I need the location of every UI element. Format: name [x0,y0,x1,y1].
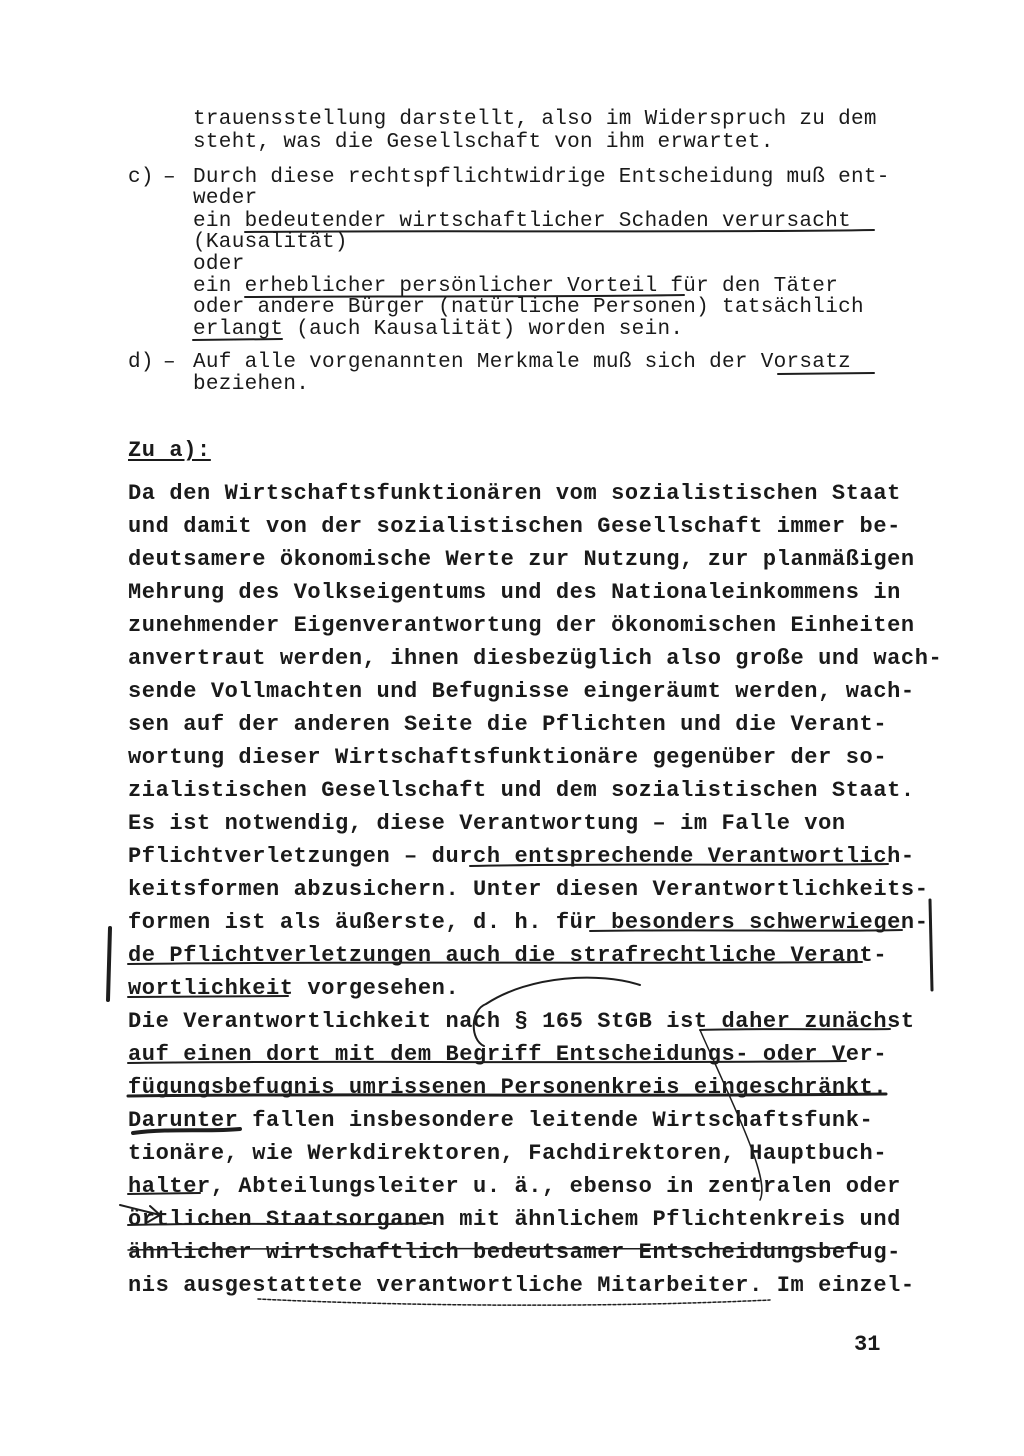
section-heading: Zu a): [128,438,211,463]
body-line: nis ausgestattete verantwortliche Mitarbeiter. Im einzel- [128,1273,915,1298]
page-number: 31 [854,1332,881,1357]
pen-underline [128,1223,432,1225]
pen-underline [128,1094,886,1096]
text-line: (Kausalität) [193,231,348,254]
pen-underline [590,930,902,931]
body-line: de Pflichtverletzungen auch die strafrechtliche Verant- [128,943,888,968]
body-line: anvertraut werden, ihnen diesbezüglich also große und wach- [128,646,943,671]
body-line: zialistischen Gesellschaft und dem sozialistischen Staat. [128,778,915,803]
body-line: fügungsbefugnis umrissenen Personenkreis eingeschränkt. [128,1075,888,1100]
pen-circle [474,978,640,1046]
body-line: örtlichen Staatsorganen mit ähnlichem Pflichtenkreis und [128,1207,901,1232]
text-line: Durch diese rechtspflichtwidrige Entscheidung muß ent- [193,166,890,189]
pen-underline [128,1061,846,1063]
pen-underline [245,230,874,232]
body-line: keitsformen abzusichern. Unter diesen Verantwortlichkeits- [128,877,929,902]
text-line: oder andere Bürger (natürliche Personen) tatsächlich [193,296,864,319]
text-line: steht, was die Gesellschaft von ihm erwartet. [193,131,774,154]
body-line: Es ist notwendig, diese Verantwortung – im Falle von [128,811,846,836]
body-line: wortlichkeit vorgesehen. [128,976,460,1001]
text-line: ein erheblicher persönlicher Vorteil für den Täter [193,275,839,298]
body-line: Da den Wirtschaftsfunktionären vom sozialistischen Staat [128,481,901,506]
body-line: Mehrung des Volkseigentums und des Nationaleinkommens in [128,580,901,605]
text-line: erlangt (auch Kausalität) worden sein. [193,318,684,341]
body-line: wortung dieser Wirtschaftsfunktionäre gegenüber der so- [128,745,888,770]
body-line: ähnlicher wirtschaftlich bedeutsamer Entscheidungsbefug- [128,1240,901,1265]
body-line: zunehmender Eigenverantwortung der ökonomischen Einheiten [128,613,915,638]
pen-underline [128,996,288,997]
body-line: tionäre, wie Werkdirektoren, Fachdirektoren, Hauptbuch- [128,1141,888,1166]
text-line: oder [193,253,245,276]
pen-underline [470,864,888,866]
pen-underline [700,1029,890,1030]
list-marker-c: c) [128,166,154,189]
body-line: formen ist als äußerste, d. h. für besonders schwerwiegen- [128,910,929,935]
text-line: beziehen. [193,373,310,396]
text-line: trauensstellung darstellt, also im Widerspruch zu dem [193,108,877,131]
body-line: und damit von der sozialistischen Gesellschaft immer be- [128,514,901,539]
body-line: Die Verantwortlichkeit nach § 165 StGB ist daher zunächst [128,1009,915,1034]
body-line: deutsamere ökonomische Werte zur Nutzung, zur planmäßigen [128,547,915,572]
body-line: Pflichtverletzungen – durch entsprechende Verantwortlich- [128,844,915,869]
text-line: weder [193,187,258,210]
list-dash: – [163,166,176,189]
pen-underline [778,373,874,374]
list-marker-d: d) [128,351,154,374]
text-line: ein bedeutender wirtschaftlicher Schaden verursacht [193,210,852,233]
body-line: Darunter fallen insbesondere leitende Wirtschaftsfunk- [128,1108,874,1133]
body-line: sende Vollmachten und Befugnisse eingeräumt werden, wach- [128,679,915,704]
list-dash: – [163,351,176,374]
body-line: auf einen dort mit dem Begriff Entscheidungs- oder Ver- [128,1042,888,1067]
pen-underline [193,339,282,340]
pen-underline [258,1299,770,1305]
pen-underline [245,295,684,297]
pen-underline [128,1248,860,1250]
pen-sidebar [930,900,932,990]
pen-stroke [700,1030,762,1200]
pen-underline [128,962,862,964]
pen-underline [133,1129,240,1133]
body-line: sen auf der anderen Seite die Pflichten und die Verant- [128,712,888,737]
body-line: halter, Abteilungsleiter u. ä., ebenso in zentralen oder [128,1174,901,1199]
pen-underline [128,1193,200,1194]
pen-sidebar [108,928,110,1000]
text-line: Auf alle vorgenannten Merkmale muß sich der Vorsatz [193,351,852,374]
pen-arrow [120,1205,160,1222]
